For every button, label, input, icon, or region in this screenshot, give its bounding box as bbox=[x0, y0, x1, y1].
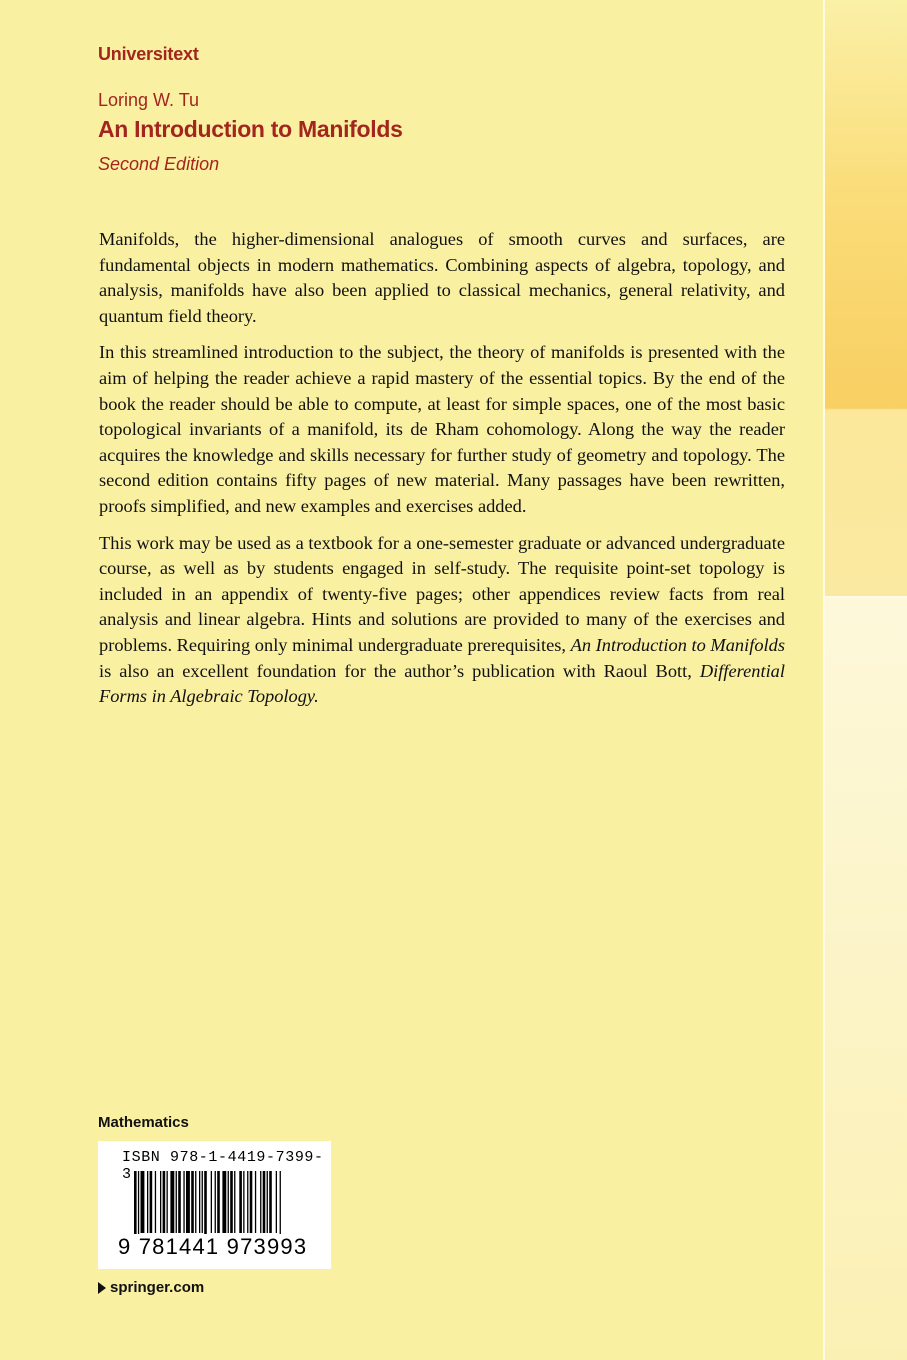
barcode-bar bbox=[204, 1171, 207, 1241]
barcode-bar bbox=[167, 1171, 168, 1233]
barcode-bar bbox=[280, 1171, 281, 1241]
barcode-bar bbox=[178, 1171, 181, 1233]
barcode-bar bbox=[211, 1171, 212, 1233]
barcode-bars bbox=[98, 1171, 331, 1243]
barcode-bar bbox=[250, 1171, 253, 1233]
barcode-bar bbox=[260, 1171, 261, 1233]
barcode-bar bbox=[183, 1171, 184, 1233]
publisher-website[interactable] bbox=[98, 1279, 204, 1296]
barcode-bar bbox=[267, 1171, 268, 1233]
barcode-bar bbox=[263, 1171, 266, 1233]
barcode-bar bbox=[160, 1171, 161, 1233]
description-paragraph-2: In this streamlined introduction to the subject, the theory of manifolds is presented with the aim of helping the reader achieve a rapid mastery of the essential topics. By the end of the book the reader should be able to compute, at least for simple spaces, one of the most basic topological invariants of a manifold, its de Rham cohomology. Along the way the reader acquires the knowledge and skills necessary for further study of geometry and topology. The second edition contains fifty pages of new material. Many passages have been rewritten, proofs simplified, and new examples and exercises added. bbox=[99, 342, 785, 516]
description-paragraph-1: Manifolds, the higher-dimensional analogues of smooth curves and surfaces, are fundamental objects in modern mathematics. Combining aspects of algebra, topology, and analysis, manifolds have also been applied to classical mechanics, general relativity, and quantum field theory. bbox=[99, 229, 785, 326]
barcode-bar bbox=[195, 1171, 196, 1233]
barcode-bar bbox=[234, 1171, 235, 1233]
author-name: Loring W. Tu bbox=[98, 90, 200, 110]
website-label: springer.com bbox=[110, 1279, 205, 1296]
barcode-bar bbox=[150, 1171, 153, 1233]
spine-divider bbox=[823, 596, 907, 598]
barcode-bar bbox=[163, 1171, 166, 1233]
book-title-reference: An Introduction to Manifolds bbox=[570, 634, 785, 655]
barcode-bar bbox=[186, 1171, 190, 1233]
barcode-bar bbox=[147, 1171, 148, 1233]
arrow-right-icon bbox=[98, 1282, 106, 1294]
barcode-bar bbox=[155, 1171, 156, 1233]
barcode-bar bbox=[215, 1171, 216, 1233]
barcode-bar bbox=[276, 1171, 277, 1233]
paragraph-3-text-a: This work may be used as a textbook for a one-semester graduate or advanced undergraduate course, as well as by students engaged in self-study. The requisite point-set topology is included in an appendix of twenty-five pages; other appendices review facts from real analysis and linear algebra. Hints and solutions are provided to many of the exercises and problems. Requiring only minimal undergraduate prerequisites, bbox=[99, 532, 785, 655]
barcode-bar bbox=[239, 1171, 242, 1233]
paragraph-3-text-b: is also an excellent foundation for the author’s publication with Raoul Bott, bbox=[99, 660, 700, 681]
barcode-bar bbox=[243, 1171, 244, 1233]
barcode-bar bbox=[230, 1171, 233, 1233]
book-title: An Introduction to Manifolds bbox=[98, 116, 403, 142]
book-description bbox=[99, 227, 785, 721]
barcode-digits: 9 781441 973993 bbox=[118, 1234, 308, 1259]
subject-category: Mathematics bbox=[98, 1114, 189, 1131]
series-name: Universitext bbox=[98, 44, 199, 64]
edition-label: Second Edition bbox=[98, 154, 220, 174]
barcode-bar bbox=[138, 1171, 139, 1241]
barcode-bar bbox=[247, 1171, 248, 1233]
barcode-bar bbox=[191, 1171, 194, 1233]
barcode-bar bbox=[176, 1171, 177, 1233]
barcode-bar bbox=[170, 1171, 174, 1233]
barcode-bar bbox=[222, 1171, 226, 1233]
isbn-barcode bbox=[98, 1141, 331, 1269]
barcode-bar bbox=[255, 1171, 256, 1233]
description-paragraph-3 bbox=[99, 531, 785, 710]
barcode-bar bbox=[228, 1171, 229, 1233]
barcode-bar bbox=[141, 1171, 145, 1233]
barcode-bar bbox=[269, 1171, 272, 1233]
barcode-bar bbox=[134, 1171, 137, 1241]
barcode-bar bbox=[202, 1171, 203, 1233]
isbn-number: ISBN 978-1-4419-7399-3 bbox=[122, 1149, 324, 1183]
barcode-bar bbox=[217, 1171, 220, 1233]
related-book-reference: Differential Forms in Algebraic Topology. bbox=[99, 660, 785, 707]
book-spine-edge bbox=[823, 0, 907, 1360]
barcode-bar bbox=[199, 1171, 200, 1233]
